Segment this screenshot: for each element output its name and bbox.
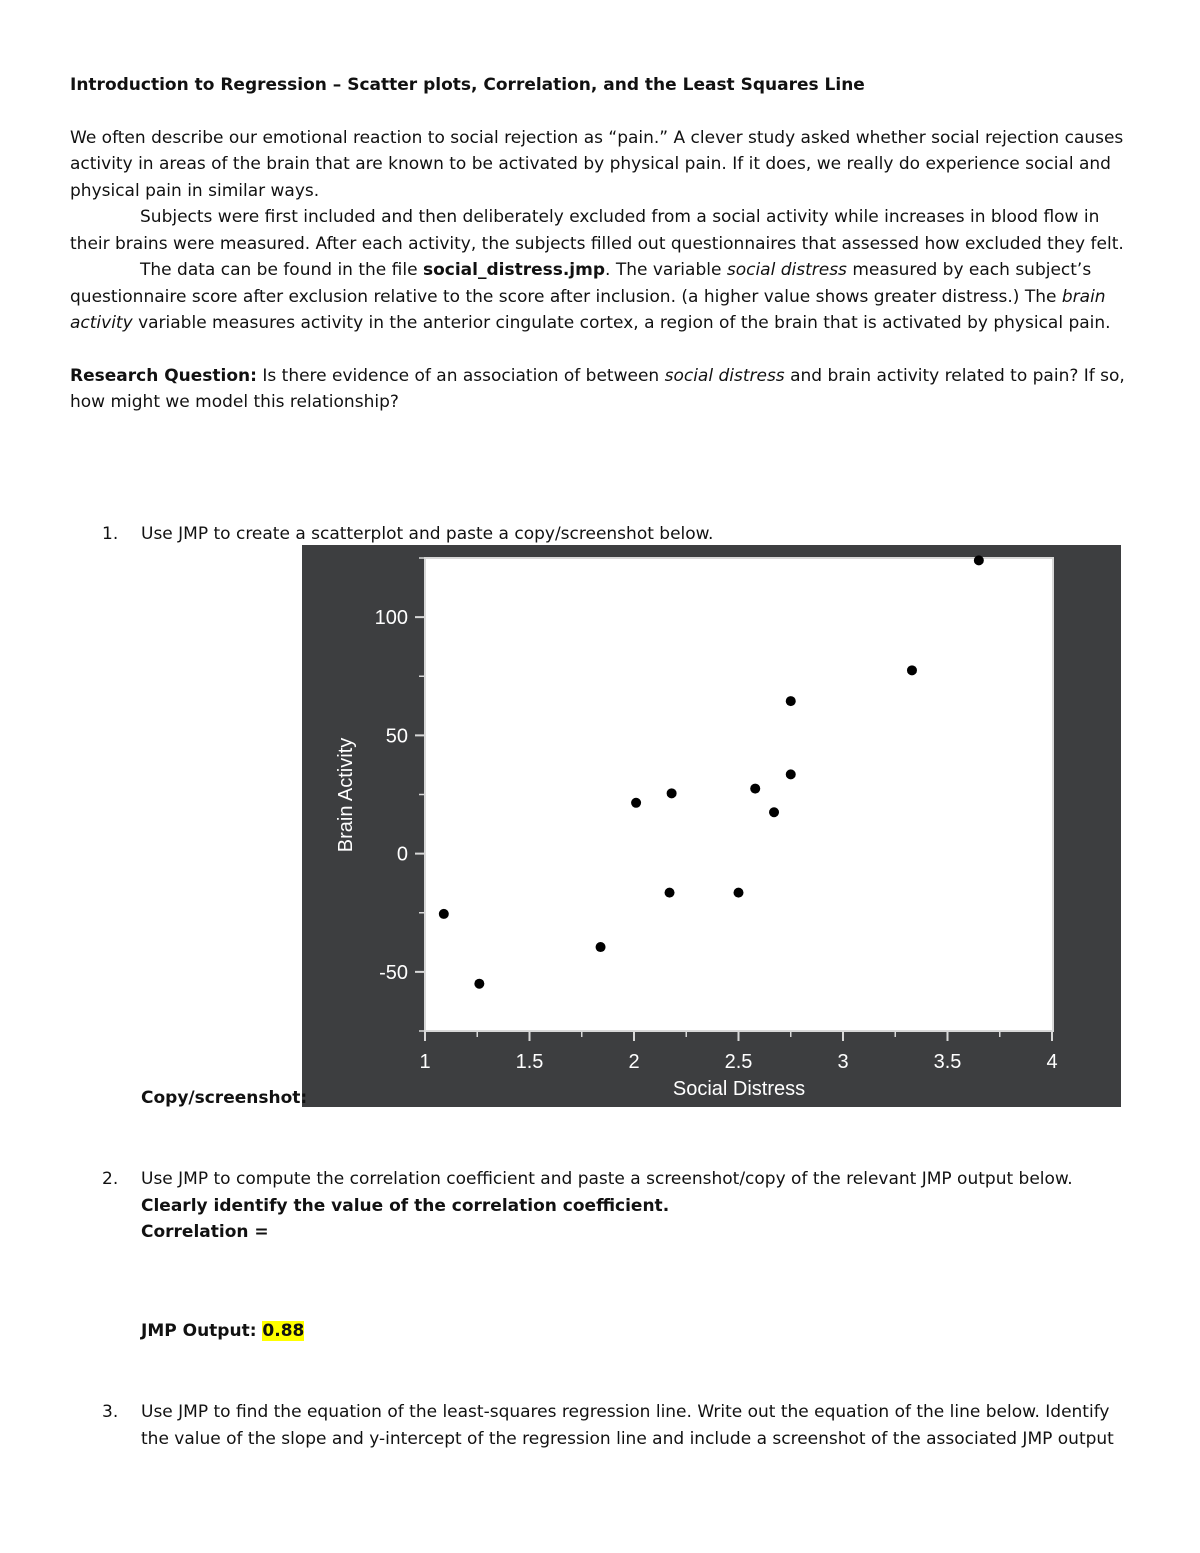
data-point [786, 696, 796, 706]
variable-brain-activity: brain activity [70, 286, 1106, 333]
x-tick-label: 2.5 [724, 1051, 753, 1073]
research-text: and brain activity related to pain? If so, how might we model this relationship? [70, 365, 1125, 412]
data-point [439, 909, 449, 919]
document-body [70, 72, 1130, 416]
question-text: Use JMP to find the equation of the least-squares regression line. Write out the equation of the line below. Identify the value of the slope and y-intercept of the regression line and include a screenshot of the associated JMP output [141, 1402, 1114, 1449]
intro-text: measured by each subject’s questionnaire score after exclusion relative to the score after inclusion. (a higher value shows greater distress.) The [70, 260, 1092, 307]
data-point [474, 979, 484, 989]
research-text: Is there evidence of an association of between [256, 365, 665, 386]
jmp-output-label: JMP Output: [141, 1320, 263, 1341]
intro-text: . The variable [605, 260, 727, 280]
intro-text: variable measures activity in the anterior cingulate cortex, a region of the brain that is activated by physical pain. [132, 313, 1111, 333]
research-question-label: Research Question: [70, 365, 257, 386]
data-point [769, 807, 779, 817]
data-point [596, 942, 606, 952]
jmp-output-line [141, 1318, 1130, 1345]
x-tick-label: 1 [419, 1051, 431, 1073]
research-variable: social distress [664, 365, 785, 386]
x-tick-label: 3.5 [933, 1051, 962, 1073]
data-point [631, 798, 641, 808]
question-text: Use JMP to compute the correlation coefficient and paste a screenshot/copy of the relevant JMP output below. [141, 1169, 1073, 1189]
x-tick-label: 2 [628, 1051, 640, 1073]
data-point [734, 888, 744, 898]
intro-paragraph-1: We often describe our emotional reaction to social rejection as “pain.” A clever study asked whether social rejection causes activity in areas of the brain that are known to be activated by physical pain. If it does, we really do experience social and physical pain in similar ways. [70, 127, 1124, 201]
y-tick-label: 0 [396, 843, 408, 866]
question-number: 2. [102, 1169, 119, 1189]
data-point [665, 888, 675, 898]
question-number: 3. [102, 1402, 119, 1422]
question-text: Use JMP to create a scatterplot and paste a copy/screenshot below. [141, 524, 714, 544]
question-3 [70, 1399, 1130, 1452]
copy-screenshot-label: Copy/screenshot: [141, 1088, 308, 1108]
question-1 [70, 521, 1130, 548]
data-point [667, 788, 677, 798]
question-2 [70, 1166, 1130, 1344]
data-point [974, 555, 984, 565]
y-tick-label: -50 [379, 961, 408, 984]
question-number: 1. [102, 524, 119, 544]
intro-text: The data can be found in the file [140, 260, 423, 280]
research-question [70, 363, 1130, 416]
x-axis-label: Social Distress [672, 1078, 806, 1100]
intro-paragraph-3 [70, 257, 1130, 337]
data-filename: social_distress.jmp [422, 260, 606, 280]
variable-social-distress: social distress [726, 260, 847, 280]
data-point [786, 769, 796, 779]
y-tick-label: 50 [385, 725, 408, 748]
plot-area [425, 558, 1053, 1031]
scatterplot-screenshot [302, 545, 1121, 1107]
correlation-value: 0.88 [262, 1320, 305, 1341]
question-instruction: Clearly identify the value of the correlation coefficient. [141, 1195, 670, 1216]
data-point [907, 665, 917, 675]
y-tick-label: 100 [374, 607, 408, 630]
y-axis-label: Brain Activity [335, 737, 357, 853]
intro-paragraph-2: Subjects were first included and then deliberately excluded from a social activity while increases in blood flow in their brains were measured. After each activity, the subjects filled out questionnaires that assessed how excluded they felt. [70, 207, 1124, 254]
x-tick-label: 4 [1046, 1051, 1058, 1073]
data-point [750, 784, 760, 794]
scatterplot [302, 545, 1121, 1107]
page-title: Introduction to Regression – Scatter plots, Correlation, and the Least Squares Line [70, 75, 865, 95]
correlation-label: Correlation = [141, 1222, 269, 1242]
x-tick-label: 3 [837, 1051, 849, 1073]
x-tick-label: 1.5 [515, 1051, 544, 1073]
